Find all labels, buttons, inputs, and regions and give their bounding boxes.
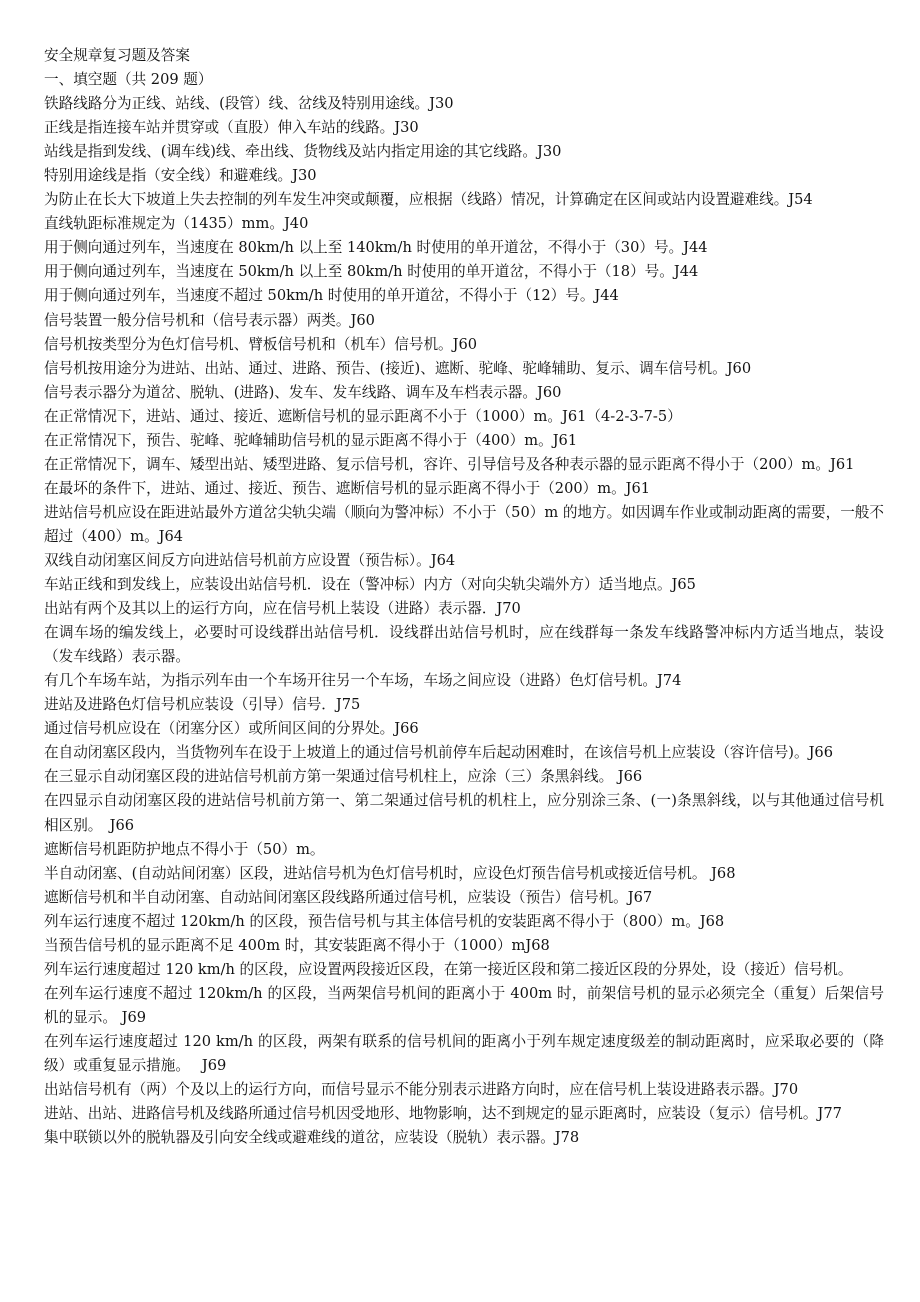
question-list xyxy=(44,92,884,1150)
question-line: 信号机按用途分为进站、出站、通过、进路、预告、(接近)、遮断、驼峰、驼峰辅助、复示、调车信号机。J60 xyxy=(44,359,752,377)
question-line: 在自动闭塞区段内，当货物列车在设于上坡道上的通过信号机前停车后起动困难时，在该信号机上应装设（容许信号)。J66 xyxy=(44,744,833,762)
question-line: 在正常情况下，进站、通过、接近、遮断信号机的显示距离不小于（1000）m。J61（4-2-3-7-5） xyxy=(44,407,682,425)
question-line: 在三显示自动闭塞区段的进站信号机前方第一架通过信号机柱上，应涂（三）条黑斜线。 J66 xyxy=(44,768,643,786)
question-line: 站线是指到发线、(调车线)线、牵出线、货物线及站内指定用途的其它线路。J30 xyxy=(44,143,562,161)
document-page xyxy=(44,44,884,1150)
question-line: 车站正线和到发线上，应装设出站信号机．设在（警冲标）内方（对向尖轨尖端外方）适当地点。J65 xyxy=(44,576,696,594)
question-line: 特别用途线是指（安全线）和避难线。J30 xyxy=(44,167,317,185)
question-line: 遮断信号机距防护地点不得小于（50）m。 xyxy=(44,840,325,858)
question-line: 用于侧向通过列车，当速度在 50km/h 以上至 80km/h 时使用的单开道岔，不得小于（18）号。J44 xyxy=(44,263,699,281)
document-title: 安全规章复习题及答案 xyxy=(44,47,190,64)
question-line: 进站信号机应设在距进站最外方道岔尖轨尖端（顺向为警冲标）不小于（50）m 的地方。如因调车作业或制动距离的需要，一般不超过（400）m。J64 xyxy=(44,503,884,545)
question-line: 为防止在长大下坡道上失去控制的列车发生冲突或颠覆，应根据（线路）情况，计算确定在区间或站内设置避难线。J54 xyxy=(44,191,813,209)
question-line: 信号装置一般分信号机和（信号表示器）两类。J60 xyxy=(44,311,375,329)
question-line: 半自动闭塞、(自动站间闭塞）区段，进站信号机为色灯信号机时，应设色灯预告信号机或接近信号机。 J68 xyxy=(44,864,736,882)
question-line: 在列车运行速度不超过 120km/h 的区段，当两架信号机间的距离小于 400m 时，前架信号机的显示必须完全（重复）后架信号机的显示。 J69 xyxy=(44,984,884,1026)
question-line: 在正常情况下，预告、驼峰、驼峰辅助信号机的显示距离不得小于（400）m。J61 xyxy=(44,431,578,449)
question-line: 有几个车场车站，为指示列车由一个车场开往另一个车场，车场之间应设（进路）色灯信号机。J74 xyxy=(44,672,682,690)
question-line: 用于侧向通过列车，当速度在 80km/h 以上至 140km/h 时使用的单开道岔，不得小于（30）号。J44 xyxy=(44,239,708,257)
question-line: 在四显示自动闭塞区段的进站信号机前方第一、第二架通过信号机的机柱上，应分别涂三条、(一)条黑斜线，以与其他通过信号机相区别。 J66 xyxy=(44,792,884,834)
question-line: 进站及进路色灯信号机应装设（引导）信号．J75 xyxy=(44,696,361,714)
question-line: 用于侧向通过列车，当速度不超过 50km/h 时使用的单开道岔，不得小于（12）号。J44 xyxy=(44,287,619,305)
question-line: 进站、出站、进路信号机及线路所通过信号机因受地形、地物影响，达不到规定的显示距离时，应装设（复示）信号机。J77 xyxy=(44,1105,842,1123)
question-line: 铁路线路分为正线、站线、(段管）线、岔线及特别用途线。J30 xyxy=(44,95,454,113)
question-line: 正线是指连接车站并贯穿或（直股）伸入车站的线路。J30 xyxy=(44,119,419,137)
question-line: 信号机按类型分为色灯信号机、臂板信号机和（机车）信号机。J60 xyxy=(44,335,478,353)
question-line: 在正常情况下，调车、矮型出站、矮型进路、复示信号机，容许、引导信号及各种表示器的显示距离不得小于（200）m。J61 xyxy=(44,455,855,473)
question-line: 直线轨距标准规定为（1435）mm。J40 xyxy=(44,215,309,233)
question-line: 列车运行速度超过 120 km/h 的区段，应设置两段接近区段，在第一接近区段和第二接近区段的分界处，设（接近）信号机。 xyxy=(44,960,853,978)
question-line: 遮断信号机和半自动闭塞、自动站间闭塞区段线路所通过信号机，应装设（预告）信号机。J67 xyxy=(44,888,653,906)
question-line: 在列车运行速度超过 120 km/h 的区段，两架有联系的信号机间的距离小于列车规定速度级差的制动距离时，应采取必要的（降级）或重复显示措施。 J69 xyxy=(44,1032,884,1074)
section-heading: 一、填空题（共 209 题） xyxy=(44,71,213,89)
question-line: 在最坏的条件下，进站、通过、接近、预告、遮断信号机的显示距离不得小于（200）m。J61 xyxy=(44,479,651,497)
question-line: 当预告信号机的显示距离不足 400m 时，其安装距离不得小于（1000）mJ68 xyxy=(44,936,550,954)
question-line: 出站有两个及其以上的运行方向，应在信号机上装设（进路）表示器．J70 xyxy=(44,600,521,618)
question-line: 双线自动闭塞区间反方向进站信号机前方应设置（预告标）。J64 xyxy=(44,551,456,569)
question-line: 在调车场的编发线上，必要时可设线群出站信号机．设线群出站信号机时，应在线群每一条发车线路警冲标内方适当地点，装设（发车线路）表示器。 xyxy=(44,624,884,666)
question-line: 集中联锁以外的脱轨器及引向安全线或避难线的道岔，应装设（脱轨）表示器。J78 xyxy=(44,1129,580,1147)
question-line: 通过信号机应设在（闭塞分区）或所间区间的分界处。J66 xyxy=(44,720,419,738)
question-line: 信号表示器分为道岔、脱轨、(进路)、发车、发车线路、调车及车档表示器。J60 xyxy=(44,383,562,401)
question-line: 列车运行速度不超过 120km/h 的区段，预告信号机与其主体信号机的安装距离不得小于（800）m。J68 xyxy=(44,912,725,930)
question-line: 出站信号机有（两）个及以上的运行方向，而信号显示不能分别表示进路方向时，应在信号机上装设进路表示器。J70 xyxy=(44,1081,799,1099)
